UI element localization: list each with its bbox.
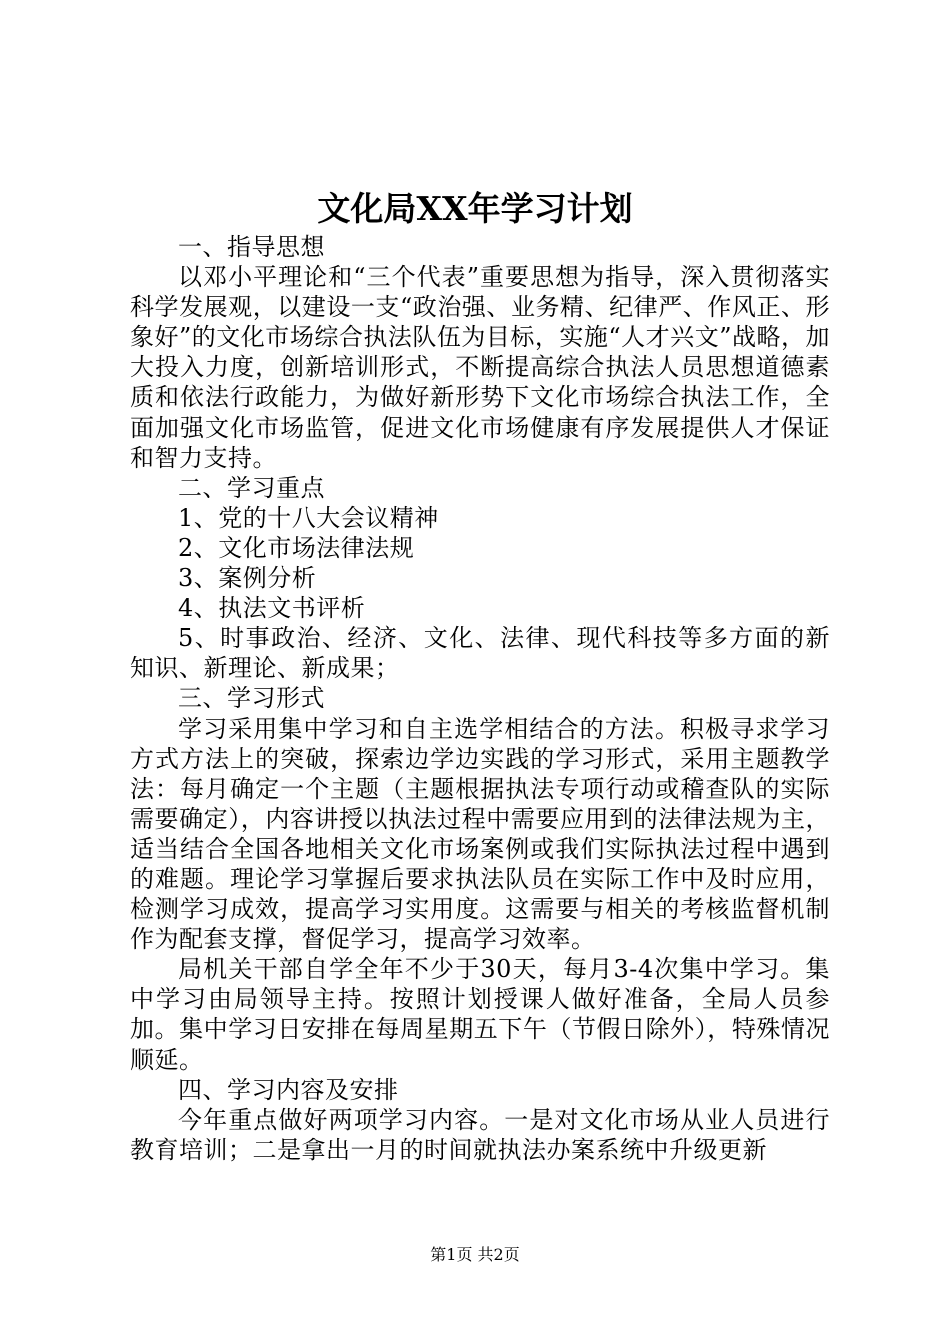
list-item-focus-5: 5、时事政治、经济、文化、法律、现代科技等多方面的新知识、新理论、新成果； [130, 624, 830, 683]
paragraph-content-arrangement: 今年重点做好两项学习内容。一是对文化市场从业人员进行教育培训；二是拿出一月的时间就执法办案系统中升级更新 [130, 1105, 830, 1164]
paragraph-study-form: 学习采用集中学习和自主选学相结合的方法。积极寻求学习方式方法上的突破，探索边学边实践的学习形式，采用主题教学法：每月确定一个主题（主题根据执法专项行动或稽查队的实际需要确定），内容讲授以执法过程中需要应用到的法律法规为主，适当结合全国各地相关文化市场案例或我们实际执法过程中遇到的难题。理论学习掌握后要求执法队员在实际工作中及时应用，检测学习成效，提高学习实用度。这需要与相关的考核监督机制作为配套支撑，督促学习，提高学习效率。 [130, 714, 830, 954]
document-body [130, 232, 830, 1165]
list-item-focus-4: 4、执法文书评析 [178, 594, 366, 623]
paragraph-study-schedule: 局机关干部自学全年不少于30天，每月3-4次集中学习。集中学习由局领导主持。按照计划授课人做好准备，全局人员参加。集中学习日安排在每周星期五下午（节假日除外），特殊情况顺延。 [130, 955, 830, 1074]
section-heading-study-focus: 二、学习重点 [178, 473, 325, 502]
page-footer: 第1页 共2页 [430, 1245, 520, 1264]
section-heading-study-form: 三、学习形式 [178, 684, 325, 713]
section-heading-guiding-ideology: 一、指导思想 [178, 233, 325, 261]
paragraph-guiding-ideology: 以邓小平理论和“三个代表”重要思想为指导，深入贯彻落实科学发展观，以建设一支“政治强、业务精、纪律严、作风正、形象好”的文化市场综合执法队伍为目标，实施“人才兴文”战略，加大投入力度，创新培训形式，不断提高综合执法人员思想道德素质和依法行政能力，为做好新形势下文化市场综合执法工作，全面加强文化市场监管，促进文化市场健康有序发展提供人才保证和智力支持。 [130, 263, 830, 472]
document-title: 文化局XX年学习计划 [317, 189, 633, 228]
list-item-focus-3: 3、案例分析 [178, 564, 317, 593]
section-heading-content-arrangement: 四、学习内容及安排 [178, 1075, 399, 1104]
list-item-focus-1: 1、党的十八大会议精神 [178, 503, 439, 532]
list-item-focus-2: 2、文化市场法律法规 [178, 533, 415, 562]
